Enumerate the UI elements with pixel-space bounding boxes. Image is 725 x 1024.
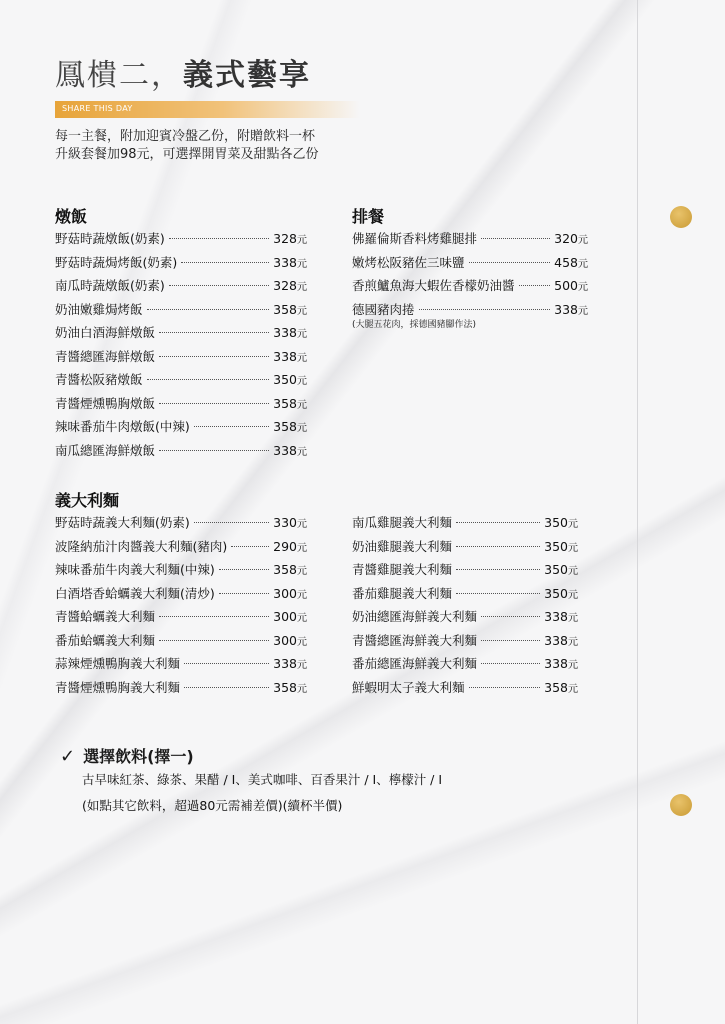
price-unit: 元 <box>568 636 578 648</box>
price-unit: 元 <box>297 352 307 364</box>
menu-item <box>352 631 578 655</box>
menu-item <box>352 513 578 537</box>
dish-price: 350 <box>544 538 568 554</box>
dish-price: 330 <box>273 515 297 530</box>
intro-line-2: 升級套餐加98元，可選擇開胃菜及甜點各乙份 <box>55 147 319 162</box>
stew-rice-list <box>55 229 307 464</box>
dot-leader <box>159 332 269 333</box>
price-unit: 元 <box>568 542 578 554</box>
price-unit: 元 <box>568 566 578 577</box>
dish-price: 358 <box>544 679 568 695</box>
price-unit: 元 <box>297 542 307 554</box>
menu-item <box>352 276 588 300</box>
dish-price: 358 <box>273 395 297 411</box>
dish-name: 野菇時蔬焗烤飯(奶素) <box>55 254 178 270</box>
dot-leader <box>184 687 269 688</box>
dish-name: 奶油總匯海鮮義大利麵 <box>352 609 478 624</box>
price-unit: 元 <box>578 258 588 270</box>
dish-name: 奶油雞腿義大利麵 <box>352 538 453 554</box>
dot-leader <box>194 522 269 523</box>
menu-item <box>352 654 578 678</box>
dish-name: 辣味番茄牛肉燉飯(中辣) <box>55 419 190 434</box>
dot-leader <box>147 309 270 310</box>
dish-price: 300 <box>273 609 297 624</box>
dot-leader <box>159 403 269 404</box>
dish-name: 德國豬肉捲 <box>352 301 415 317</box>
menu-item <box>55 560 307 584</box>
dot-leader <box>231 546 269 547</box>
dish-price: 350 <box>273 372 297 387</box>
dish-name: 南瓜總匯海鮮燉飯 <box>55 442 156 458</box>
dish-name: 奶油白酒海鮮燉飯 <box>55 325 156 340</box>
price-unit: 元 <box>297 282 307 293</box>
dish-name: 番茄蛤蠣義大利麵 <box>55 632 156 648</box>
menu-item <box>55 537 307 561</box>
dot-leader <box>481 640 540 641</box>
tagline: SHARE THIS DAY <box>62 104 133 113</box>
drinks-surcharge-note: (如點其它飲料，超過80元需補差價)(續杯半價) <box>82 798 343 813</box>
dish-name: 青醬總匯海鮮義大利麵 <box>352 632 478 648</box>
dish-name: 青醬雞腿義大利麵 <box>352 562 453 577</box>
price-unit: 元 <box>568 683 578 695</box>
dish-price: 338 <box>273 254 297 270</box>
dish-price: 328 <box>273 278 297 293</box>
dish-price: 358 <box>273 301 297 317</box>
menu-item <box>55 441 307 465</box>
check-icon: ✓ <box>60 746 76 767</box>
page-fold-line <box>637 0 638 1024</box>
dot-leader <box>456 593 540 594</box>
dish-name: 番茄總匯海鮮義大利麵 <box>352 656 478 671</box>
dish-name: 青醬煙燻鴨胸義大利麵 <box>55 679 181 695</box>
menu-item <box>55 370 307 394</box>
dish-price: 300 <box>273 632 297 648</box>
dish-price: 328 <box>273 231 297 246</box>
menu-item <box>352 584 578 608</box>
dish-price: 338 <box>544 609 568 624</box>
dish-price: 338 <box>544 632 568 648</box>
steak-list <box>352 229 588 323</box>
price-unit: 元 <box>297 399 307 411</box>
dish-name: 南瓜雞腿義大利麵 <box>352 515 453 530</box>
dot-leader <box>456 522 540 523</box>
price-unit: 元 <box>297 258 307 270</box>
menu-item <box>55 417 307 441</box>
dot-leader <box>169 238 269 239</box>
dish-name: 香煎鱸魚海大蝦佐香檬奶油醬 <box>352 278 515 293</box>
dish-name: 奶油嫩雞焗烤飯 <box>55 301 143 317</box>
dish-price: 350 <box>544 585 568 601</box>
menu-item <box>55 607 307 631</box>
dot-leader <box>159 450 269 451</box>
price-unit: 元 <box>297 423 307 434</box>
price-unit: 元 <box>297 660 307 671</box>
dish-price: 290 <box>273 538 297 554</box>
dish-name: 青醬煙燻鴨胸燉飯 <box>55 395 156 411</box>
menu-item <box>55 654 307 678</box>
dot-leader <box>169 285 269 286</box>
dish-name: 南瓜時蔬燉飯(奶素) <box>55 278 165 293</box>
intro-line-1: 每一主餐，附加迎賓冷盤乙份，附贈飲料一杯 <box>55 129 316 144</box>
menu-item <box>55 323 307 347</box>
pork-roll-note: (大腿五花肉，採德國豬腳作法) <box>352 320 477 330</box>
price-unit: 元 <box>578 282 588 293</box>
page-title <box>55 50 311 94</box>
dish-name: 嫩烤松阪豬佐三味鹽 <box>352 254 465 270</box>
pasta-list-right <box>352 513 578 701</box>
pasta-list-left <box>55 513 307 701</box>
price-unit: 元 <box>297 566 307 577</box>
dot-leader <box>481 238 550 239</box>
dish-price: 300 <box>273 585 297 601</box>
dish-price: 350 <box>544 562 568 577</box>
dot-leader <box>481 663 540 664</box>
dish-name: 青醬松阪豬燉飯 <box>55 372 143 387</box>
intro-text <box>55 128 319 164</box>
dish-price: 338 <box>544 656 568 671</box>
dish-price: 338 <box>273 325 297 340</box>
dish-name: 鮮蝦明太子義大利麵 <box>352 679 465 695</box>
menu-item <box>352 253 588 277</box>
dish-price: 358 <box>273 419 297 434</box>
dish-price: 500 <box>554 278 578 293</box>
price-unit: 元 <box>297 235 307 246</box>
dish-price: 358 <box>273 679 297 695</box>
section-title-steak: 排餐 <box>352 207 385 226</box>
menu-item <box>55 678 307 702</box>
menu-item <box>55 300 307 324</box>
price-unit: 元 <box>297 589 307 601</box>
dot-leader <box>469 687 541 688</box>
dish-name: 白酒塔香蛤蠣義大利麵(清炒) <box>55 585 215 601</box>
dot-leader <box>456 569 540 570</box>
dish-price: 338 <box>273 348 297 364</box>
dot-leader <box>159 640 269 641</box>
gold-dot-top <box>670 206 692 228</box>
dot-leader <box>219 593 269 594</box>
dot-leader <box>456 546 540 547</box>
dot-leader <box>159 356 269 357</box>
dish-price: 338 <box>273 656 297 671</box>
menu-item <box>352 537 578 561</box>
price-unit: 元 <box>297 376 307 387</box>
price-unit: 元 <box>297 446 307 458</box>
dot-leader <box>159 616 269 617</box>
menu-item <box>352 560 578 584</box>
price-unit: 元 <box>297 636 307 648</box>
menu-item <box>352 607 578 631</box>
price-unit: 元 <box>568 660 578 671</box>
menu-item <box>55 347 307 371</box>
menu-item <box>55 394 307 418</box>
dish-price: 320 <box>554 231 578 246</box>
title-part-1: 鳳樻二， <box>55 58 183 93</box>
dish-price: 458 <box>554 254 578 270</box>
gold-dot-bottom <box>670 794 692 816</box>
menu-item <box>55 253 307 277</box>
section-title-stew-rice: 燉飯 <box>55 207 88 226</box>
dish-price: 350 <box>544 515 568 530</box>
price-unit: 元 <box>297 613 307 624</box>
price-unit: 元 <box>578 235 588 246</box>
price-unit: 元 <box>568 613 578 624</box>
dish-name: 辣味番茄牛肉義大利麵(中辣) <box>55 562 215 577</box>
drinks-heading <box>60 744 194 767</box>
section-title-pasta: 義大利麵 <box>55 491 120 510</box>
price-unit: 元 <box>568 589 578 601</box>
menu-item <box>352 229 588 253</box>
title-part-2: 義式藝享 <box>183 58 311 93</box>
dish-name: 野菇時蔬義大利麵(奶素) <box>55 515 190 530</box>
menu-item <box>55 229 307 253</box>
menu-item <box>55 631 307 655</box>
dish-name: 蒜辣煙燻鴨胸義大利麵 <box>55 656 181 671</box>
dish-name: 青醬總匯海鮮燉飯 <box>55 348 156 364</box>
menu-item <box>352 678 578 702</box>
price-unit: 元 <box>568 519 578 530</box>
price-unit: 元 <box>297 329 307 340</box>
dish-name: 佛羅倫斯香料烤雞腿排 <box>352 231 478 246</box>
dot-leader <box>469 262 551 263</box>
price-unit: 元 <box>297 519 307 530</box>
dot-leader <box>219 569 269 570</box>
dish-price: 338 <box>273 442 297 458</box>
price-unit: 元 <box>578 305 588 317</box>
menu-item <box>55 513 307 537</box>
dish-price: 338 <box>554 301 578 317</box>
dot-leader <box>419 309 551 310</box>
dot-leader <box>184 663 269 664</box>
dish-name: 野菇時蔬燉飯(奶素) <box>55 231 165 246</box>
drinks-options: 古早味紅茶、綠茶、果醋 / I、美式咖啡、百香果汁 / I、檸檬汁 / I <box>82 772 443 787</box>
dish-price: 358 <box>273 562 297 577</box>
menu-item <box>55 276 307 300</box>
dish-name: 波隆納茄汁肉醬義大利麵(豬肉) <box>55 538 228 554</box>
price-unit: 元 <box>297 305 307 317</box>
drinks-title: 選擇飲料(擇一) <box>83 747 194 766</box>
menu-item <box>55 584 307 608</box>
dot-leader <box>181 262 269 263</box>
dot-leader <box>519 285 551 286</box>
dish-name: 青醬蛤蠣義大利麵 <box>55 609 156 624</box>
tagline-bar <box>55 101 360 118</box>
dish-name: 番茄雞腿義大利麵 <box>352 585 453 601</box>
dot-leader <box>481 616 540 617</box>
dot-leader <box>147 379 270 380</box>
dot-leader <box>194 426 269 427</box>
price-unit: 元 <box>297 683 307 695</box>
